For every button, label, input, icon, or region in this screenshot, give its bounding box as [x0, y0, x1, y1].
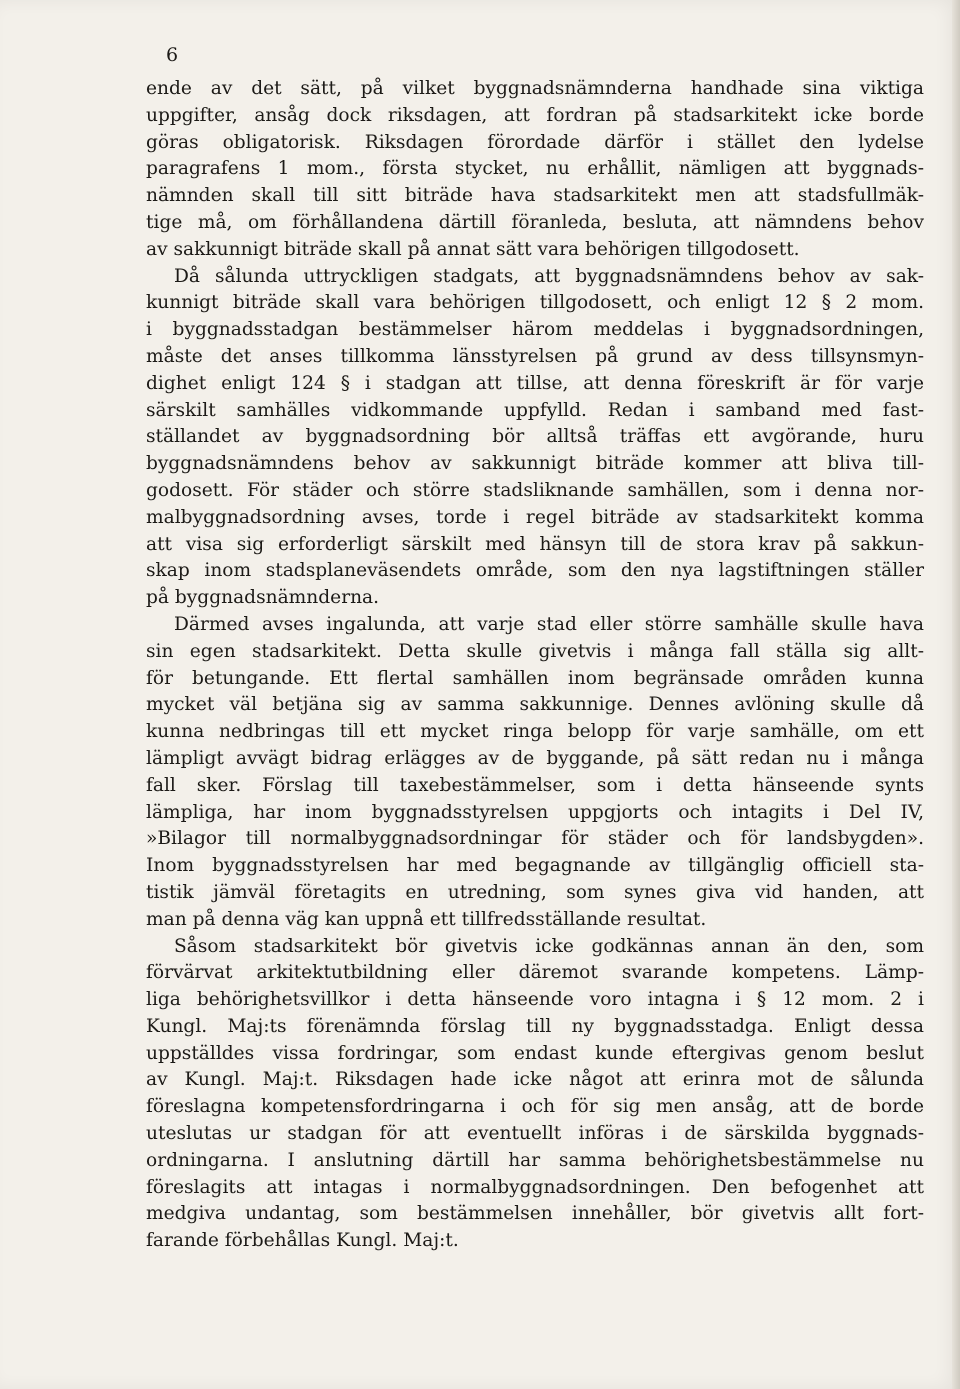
text-line: uppgifter, ansåg dock riksdagen, att fordran på stadsarkitekt icke borde	[146, 104, 924, 126]
text-line: föreslagna kompetensfordringarna i och för sig men ansåg, att de borde	[146, 1096, 924, 1118]
text-line: Kungl. Maj:ts förenämnda förslag till ny byggnadsstadga. Enligt dessa	[146, 1015, 924, 1037]
paragraph	[146, 612, 924, 934]
text-line: kunnigt biträde skall vara behörigen tillgodosett, och enligt 12 § 2 mom.	[146, 292, 924, 314]
text-line: uteslutas ur stadgan för att eventuellt införas i de särskilda byggnads-	[146, 1123, 924, 1145]
body-text	[146, 76, 924, 1255]
text-line: ende av det sätt, på vilket byggnadsnämnderna handhade sina viktiga	[146, 78, 924, 99]
text-line: av sakkunnigt biträde skall på annat sätt vara behörigen tillgodosett.	[146, 238, 800, 260]
text-line: liga behörighetsvillkor i detta hänseende voro intagna i § 12 mom. 2 i	[146, 989, 924, 1011]
page-edge	[952, 0, 960, 1389]
text-line: byggnadsnämndens behov av sakkunnigt biträde kommer att bliva till-	[146, 453, 924, 475]
text-line: Såsom stadsarkitekt bör givetvis icke godkännas annan än den, som	[174, 935, 924, 957]
text-line: tige må, om förhållandena därtill föranleda, besluta, att nämndens behov	[146, 211, 924, 233]
text-line: »Bilagor till normalbyggnadsordningar för städer och för landsbygden».	[146, 828, 924, 850]
text-line: göras obligatorisk. Riksdagen förordade därför i stället den lydelse	[146, 131, 924, 153]
text-line: ställandet av byggnadsordning bör alltså träffas ett avgörande, huru	[146, 426, 924, 448]
page-number: 6	[166, 44, 179, 66]
text-line: godosett. För städer och större stadsliknande samhällen, som i denna nor-	[146, 479, 924, 501]
text-line: i byggnadsstadgan bestämmelser härom meddelas i byggnadsordningen,	[146, 319, 924, 341]
text-line: kunna nedbringas till ett mycket ringa belopp för varje samhälle, om ett	[146, 721, 924, 743]
text-line: Inom byggnadsstyrelsen har med begagnande av tillgänglig officiell sta-	[146, 855, 924, 877]
text-line: fall sker. Förslag till taxebestämmelser, som i detta hänseende synts	[146, 774, 924, 796]
text-line: på byggnadsnämnderna.	[146, 587, 380, 609]
text-line: man på denna väg kan uppnå ett tillfredsställande resultat.	[146, 908, 707, 930]
paragraph	[146, 76, 924, 264]
paragraph	[146, 264, 924, 612]
text-line: ordningarna. I anslutning därtill har samma behörighetsbestämmelse nu	[146, 1149, 924, 1171]
text-line: Därmed avses ingalunda, att varje stad eller större samhälle skulle hava	[174, 613, 924, 635]
text-line: föreslagits att intagas i normalbyggnadsordningen. Den befogenhet att	[146, 1176, 924, 1198]
text-line: för betungande. Ett flertal samhällen inom begränsade områden kunna	[146, 667, 924, 689]
text-line: dighet enligt 124 § i stadgan att tillse, att denna föreskrift är för varje	[146, 372, 924, 394]
text-line: nämnden skall till sitt biträde hava stadsarkitekt men att stadsfullmäk-	[146, 185, 924, 207]
text-line: av Kungl. Maj:t. Riksdagen hade icke något att erinra mot de sålunda	[146, 1069, 924, 1091]
text-line: lämpliga, har inom byggnadsstyrelsen uppgjorts och intagits i Del IV,	[146, 801, 924, 823]
text-line: Då sålunda uttryckligen stadgats, att byggnadsnämndens behov av sak-	[174, 265, 924, 287]
text-line: sin egen stadsarkitekt. Detta skulle givetvis i många fall ställa sig allt-	[146, 640, 924, 662]
paragraph	[146, 934, 924, 1256]
text-line: särskilt samhälles vidkommande uppfylld. Redan i samband med fast-	[146, 399, 924, 421]
text-line: medgiva undantag, som bestämmelsen innehåller, bör givetvis allt fort-	[146, 1203, 924, 1225]
text-line: farande förbehållas Kungl. Maj:t.	[146, 1230, 459, 1252]
text-line: tistik jämväl företagits en utredning, som synes giva vid handen, att	[146, 881, 924, 903]
text-line: lämpligt avvägt bidrag erlägges av de byggande, på sätt redan nu i många	[146, 747, 924, 769]
text-line: malbyggnadsordning avses, torde i regel biträde av stadsarkitekt komma	[146, 506, 924, 528]
text-line: att visa sig erforderligt särskilt med hänsyn till de stora krav på sakkun-	[146, 533, 924, 555]
text-line: paragrafens 1 mom., första stycket, nu erhållit, nämligen att byggnads-	[146, 158, 924, 180]
text-line: uppställdes vissa fordringar, som endast kunde eftergivas genom beslut	[146, 1042, 924, 1064]
text-line: mycket väl betjäna sig av samma sakkunnige. Dennes avlöning skulle då	[146, 694, 924, 716]
text-line: skap inom stadsplaneväsendets område, som den nya lagstiftningen ställer	[146, 560, 924, 582]
text-line: förvärvat arkitektutbildning eller däremot svarande kompetens. Lämp-	[146, 962, 924, 984]
text-line: måste det anses tillkomma länsstyrelsen på grund av dess tillsynsmyn-	[146, 345, 924, 367]
